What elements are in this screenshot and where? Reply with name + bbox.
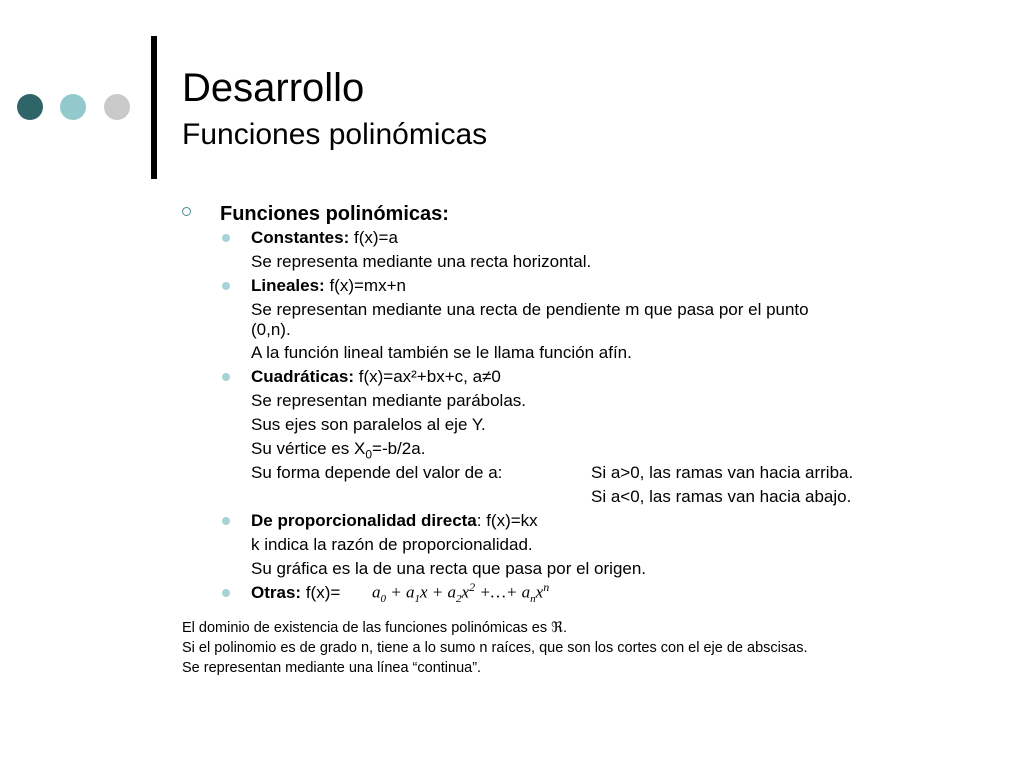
operator: + xyxy=(479,582,491,602)
item-text: Se representa mediante una recta horizontal. xyxy=(251,252,592,271)
item-text: A la función lineal también se le llama función afín. xyxy=(251,343,632,362)
decor-dot-dark xyxy=(17,94,43,120)
operator: + xyxy=(431,582,444,602)
item-text: Se representan mediante parábolas. xyxy=(251,391,527,410)
slide-subtitle: Funciones polinómicas xyxy=(182,118,488,151)
item-formula: f(x)=a xyxy=(353,228,398,247)
decor-dot-mid xyxy=(60,94,86,120)
coef: a xyxy=(447,582,457,602)
item-label: Otras: xyxy=(251,583,302,602)
bullet-icon xyxy=(222,517,230,525)
coef: a xyxy=(521,582,531,602)
item-proporcionalidad xyxy=(251,510,538,532)
item-otras xyxy=(251,582,340,604)
item-label: Cuadráticas: xyxy=(251,367,354,386)
bullet-icon xyxy=(222,282,230,290)
bullet-icon xyxy=(222,373,230,381)
item-cuadraticas xyxy=(251,366,501,388)
variable: x xyxy=(419,582,428,602)
item-constantes xyxy=(251,227,398,249)
operator: + xyxy=(390,582,402,602)
note-continua: Se representan mediante una línea “continua”. xyxy=(182,660,482,676)
section-heading: Funciones polinómicas: xyxy=(220,203,449,225)
bullet-icon xyxy=(222,234,230,242)
subscript: 1 xyxy=(414,593,420,606)
item-formula: f(x)= xyxy=(305,583,341,602)
coef: a xyxy=(372,582,381,602)
subscript: n xyxy=(530,593,536,606)
item-text: Si a<0, las ramas van hacia abajo. xyxy=(591,487,852,506)
operator: + xyxy=(505,582,518,602)
item-label: De proporcionalidad directa xyxy=(251,511,477,530)
ellipsis: … xyxy=(490,582,506,602)
item-formula: : f(x)=kx xyxy=(476,511,538,530)
superscript: n xyxy=(543,580,550,594)
bullet-icon xyxy=(222,589,230,597)
item-text: k indica la razón de proporcionalidad. xyxy=(251,535,533,554)
vertex-prefix: Su vértice es X xyxy=(251,439,366,458)
item-text: Si a>0, las ramas van hacia arriba. xyxy=(591,463,854,482)
item-text: (0,n). xyxy=(251,320,291,339)
variable: x xyxy=(535,582,544,602)
polynomial-formula xyxy=(372,580,549,605)
slide-title: Desarrollo xyxy=(182,66,365,110)
variable: x xyxy=(461,582,470,602)
title-divider xyxy=(151,36,157,179)
vertex-suffix: =-b/2a. xyxy=(372,439,426,458)
item-lineales xyxy=(251,275,406,297)
note-raices: Si el polinomio es de grado n, tiene a lo sumo n raíces, que son los cortes con el eje de abscisas. xyxy=(182,640,808,656)
note-dominio: El dominio de existencia de las funciones polinómicas es ℜ. xyxy=(182,620,567,636)
vertex-subscript: 0 xyxy=(365,447,373,462)
item-text: Su gráfica es la de una recta que pasa por el origen. xyxy=(251,559,647,578)
item-formula: f(x)=ax²+bx+c, a≠0 xyxy=(358,367,501,386)
circle-bullet-icon xyxy=(182,207,191,216)
decor-dot-light xyxy=(104,94,130,120)
superscript: 2 xyxy=(469,580,476,594)
item-label: Lineales: xyxy=(251,276,325,295)
item-text: Se representan mediante una recta de pendiente m que pasa por el punto xyxy=(251,300,809,319)
item-label: Constantes: xyxy=(251,228,350,247)
item-formula: f(x)=mx+n xyxy=(329,276,406,295)
subscript: 0 xyxy=(380,593,386,606)
item-text: Sus ejes son paralelos al eje Y. xyxy=(251,415,486,434)
item-text: Su forma depende del valor de a: xyxy=(251,463,503,482)
subscript: 2 xyxy=(456,593,462,606)
coef: a xyxy=(405,582,415,602)
